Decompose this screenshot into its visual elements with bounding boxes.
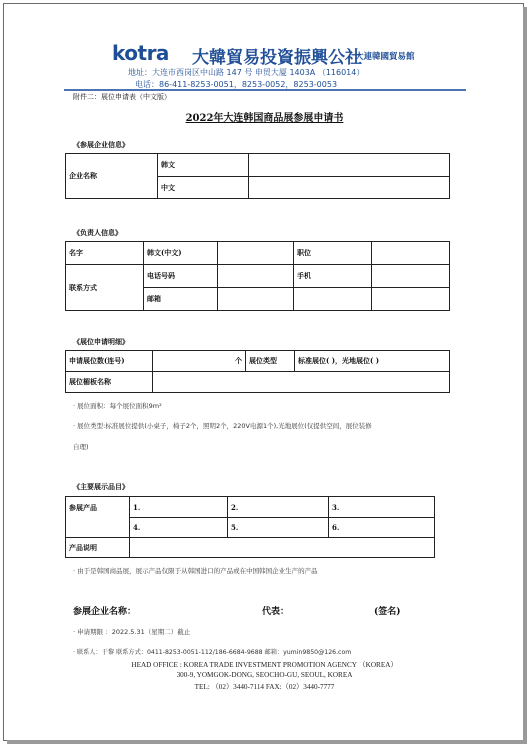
company-korean-field[interactable]: [249, 154, 450, 177]
product-table: [65, 496, 435, 558]
email-field[interactable]: [218, 288, 294, 311]
booth-type-note: · 展位类型:标准展位提供(小桌子，椅子2个，照明2个，220V电源1个),光地展位(仅提供空间，展位装修: [73, 422, 372, 430]
contact-section-heading: 《负责人信息》: [73, 228, 122, 237]
branch-name: 大連韓國貿易館: [355, 52, 415, 62]
product-section-heading: 《主要展示品目》: [73, 482, 129, 491]
sign-company-label: 参展企业名称：: [73, 607, 137, 617]
position-label: 职位: [294, 242, 372, 265]
company-chinese-field[interactable]: [249, 177, 450, 199]
contact-method-label: 联系方式: [66, 265, 144, 311]
company-section-heading: 《参展企业信息》: [73, 140, 129, 149]
name-lang-label: 韩文(中文): [144, 242, 218, 265]
footer-line-2: 300-9, YOMGOK-DONG, SEOCHO-GU, SEOUL, KOREA: [176, 671, 353, 679]
header-phone: 电话：86-411-8253-0051，8253-0052，8253-0053: [135, 80, 338, 89]
footer-line-1: HEAD OFFICE : KOREA TRADE INVESTMENT PROMOTION AGENCY （KOREA）: [131, 661, 398, 669]
korean-label: 韩文: [158, 154, 249, 177]
name-label: 名字: [66, 242, 144, 265]
name-field[interactable]: [218, 242, 294, 265]
empty-cell: [372, 288, 450, 311]
email-label: 邮箱: [144, 288, 218, 311]
footer-line-3: TEL: （02）3440-7114 FAX:（02）3440-7777: [194, 683, 335, 691]
product-slot-3[interactable]: 3.: [329, 497, 435, 518]
attachment-label: 附件二：展位申请表（中文版）: [73, 93, 171, 101]
product-items-label: 参展产品: [66, 497, 130, 538]
contact-table: [65, 241, 450, 311]
booth-area-note: · 展位面积：每个展位面积9m²: [73, 402, 162, 410]
mobile-field[interactable]: [372, 265, 450, 288]
company-name-label: 企业名称: [66, 154, 158, 199]
kotra-logo: kotra: [112, 41, 169, 65]
product-slot-5[interactable]: 5.: [228, 518, 329, 538]
apply-contact: · 联系人：于黎 联系方式：0411-8253-0051-112/186-6684-9688 邮箱：yumin9850@126.com: [73, 649, 352, 656]
header-rule: [64, 89, 466, 91]
product-slot-6[interactable]: 6.: [329, 518, 435, 538]
booth-sign-field[interactable]: [153, 372, 450, 393]
booth-table: [65, 350, 450, 393]
header-address: 地址：大连市西岗区中山路 147 号 申贸大厦 1403A （116014）: [128, 68, 365, 77]
page-title: 2022年大连韩国商品展参展申请书: [185, 113, 344, 124]
sign-seal-label: (签名): [374, 607, 401, 617]
booth-count-field[interactable]: [153, 351, 246, 372]
company-table: [65, 153, 450, 199]
apply-deadline: · 申请期限 ：2022.5.31（星期二）截止: [73, 628, 191, 636]
product-slot-1[interactable]: 1.: [130, 497, 228, 518]
chinese-label: 中文: [158, 177, 249, 199]
booth-type-label: 展位类型: [246, 351, 295, 372]
product-slot-4[interactable]: 4.: [130, 518, 228, 538]
booth-section-heading: 《展位申请明细》: [73, 337, 129, 346]
empty-cell: [294, 288, 372, 311]
booth-count-label: 申请展位数(连号): [66, 351, 153, 372]
org-name: 大韓貿易投資振興公社: [192, 48, 362, 68]
booth-type-options[interactable]: 标准展位( )，光地展位( ): [295, 351, 450, 372]
booth-sign-label: 展位楣板名称: [66, 372, 153, 393]
product-note: · 由于是韩国商品展，展示产品仅限于从韩国进口的产品或在中国韩国企业生产的产品: [73, 567, 318, 575]
booth-type-note-cont: 自理): [73, 443, 89, 451]
page-shadow-bottom: [7, 740, 527, 744]
position-field[interactable]: [372, 242, 450, 265]
sign-rep-label: 代表：: [262, 607, 290, 617]
product-desc-field[interactable]: [130, 538, 435, 558]
phone-label: 电话号码: [144, 265, 218, 288]
product-desc-label: 产品说明: [66, 538, 130, 558]
product-slot-2[interactable]: 2.: [228, 497, 329, 518]
booth-count-unit: 个: [235, 356, 242, 365]
phone-field[interactable]: [218, 265, 294, 288]
mobile-label: 手机: [294, 265, 372, 288]
